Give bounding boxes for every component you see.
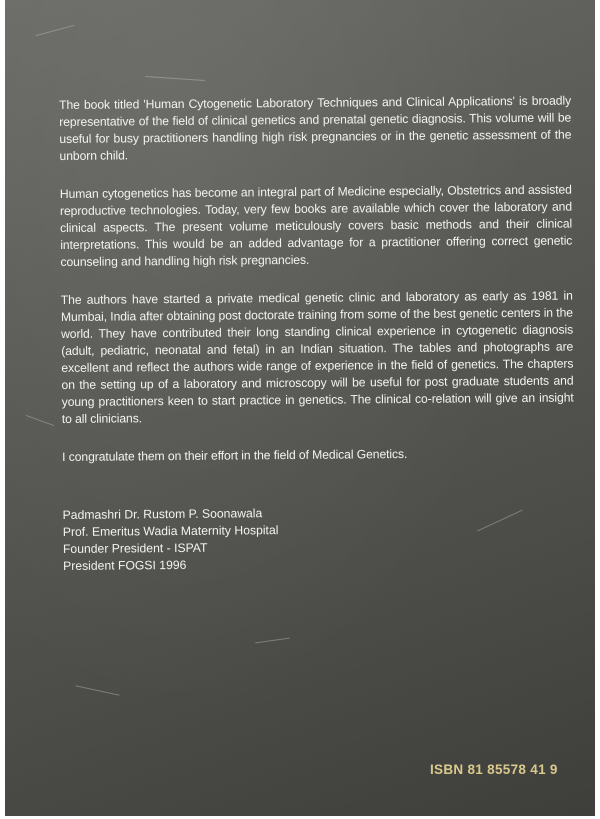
paragraph-book-summary: The book titled 'Human Cytogenetic Laboratory Techniques and Clinical Applications' is broadly representative of the field of clinical genetics and prenatal genetic diagnosis. This volume will be useful for busy practitioners handling high risk pregnancies or in the genetic assessment of the unborn child. [59,93,572,163]
cover-scuff [145,76,205,81]
cover-scuff [255,638,290,644]
endorser-role-2: President FOGSI 1996 [63,557,187,573]
cover-scuff [26,415,55,426]
paragraph-authors-background: The authors have started a private medical genetic clinic and laboratory as early as 1981 in Mumbai, India after obtaining post doctorate training from some of the best genetic centers in the world. They have contributed their long standing clinical experience in cytogenetic diagnosis (adult, pediatric, neonatal and fetal) in an Indian situation. The tables and photographs are excellent and reflect the authors wide range of experience in the field of genetics. The chapters on the setting up of a laboratory and microscopy will be useful for post graduate students and young practitioners keen to start practice in genetics. The clinical co-relation will give an insight to all clinicians. [60,288,574,426]
back-cover-text [59,93,575,575]
cover-scuff [75,685,119,695]
endorser-signature-block [63,503,576,575]
paragraph-cytogenetics-importance: Human cytogenetics has become an integral part of Medicine especially, Obstetrics and assisted reproductive technologies. Today, very few books are available which cover the laboratory and clinical aspects. The present volume meticulously covers basic methods and their clinical interpretations. This would be an added advantage for a practitioner offering correct genetic counseling and handling high risk pregnancies. [59,182,573,269]
book-back-cover [5,0,595,816]
endorser-title: Prof. Emeritus Wadia Maternity Hospital [62,523,279,539]
endorser-role: Founder President - ISPAT [62,540,208,556]
paragraph-congratulation: I congratulate them on their effort in the field of Medical Genetics. [62,446,408,464]
endorser-name: Padmashri Dr. Rustom P. Soonawala [62,506,263,522]
isbn-label: ISBN 81 85578 41 9 [430,762,558,777]
cover-scuff [36,25,75,36]
